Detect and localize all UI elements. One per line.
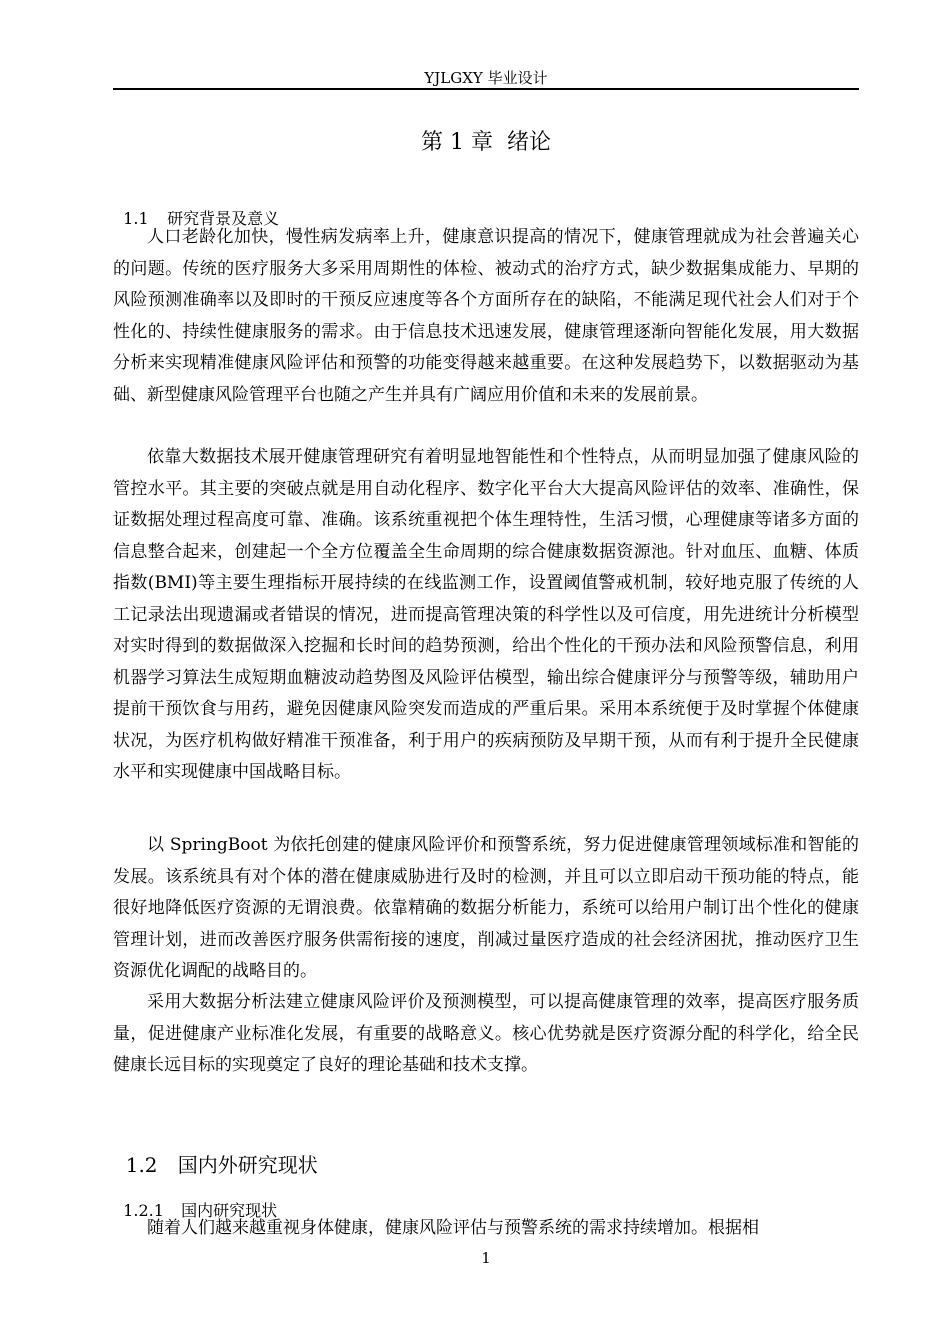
section-number: 1.1	[123, 209, 149, 228]
section-title: 国内外研究现状	[177, 1153, 318, 1177]
body-paragraph: 依靠大数据技术展开健康管理研究有着明显地智能性和个性特点，从而明显加强了健康风险的管控水平。其主要的突破点就是用自动化程序、数字化平台大大提高风险评估的效率、准确性，保证数据处理过程高度可靠、准确。该系统重视把个体生理特性，生活习惯，心理健康等诸多方面的信息整合起来，创建起一个全方位覆盖全生命周期的综合健康数据资源池。针对血压、血糖、体质指数(BMI)等主要生理指标开展持续的在线监测工作，设置阈值警戒机制，较好地克服了传统的人工记录法出现遗漏或者错误的情况，进而提高管理决策的科学性以及可信度，用先进统计分析模型对实时得到的数据做深入挖掘和长时间的趋势预测，给出个性化的干预办法和风险预警信息，利用机器学习算法生成短期血糖波动趋势图及风险评估模型，输出综合健康评分与预警等级，辅助用户提前干预饮食与用药，避免因健康风险突发而造成的严重后果。采用本系统便于及时掌握个体健康状况，为医疗机构做好精准干预准备，利于用户的疾病预防及早期干预，从而有利于提升全民健康水平和实现健康中国战略目标。	[113, 447, 859, 782]
chapter-title: 第 1 章 绪论	[421, 130, 551, 155]
body-paragraph: 人口老龄化加快，慢性病发病率上升，健康意识提高的情况下，健康管理就成为社会普遍关心的问题。传统的医疗服务大多采用周期性的体检、被动式的治疗方式，缺少数据集成能力、早期的风险预测准确率以及即时的干预反应速度等各个方面所存在的缺陷，不能满足现代社会人们对于个性化的、持续性健康服务的需求。由于信息技术迅速发展，健康管理逐渐向智能化发展，用大数据分析来实现精准健康风险评估和预警的功能变得越来越重要。在这种发展趋势下，以数据驱动为基础、新型健康风险管理平台也随之产生并具有广阔应用价值和未来的发展前景。	[113, 227, 859, 405]
body-paragraph: 采用大数据分析法建立健康风险评价及预测模型，可以提高健康管理的效率，提高医疗服务质量，促进健康产业标准化发展，有重要的战略意义。核心优势就是医疗资源分配的科学化，给全民健康长远目标的实现奠定了良好的理论基础和技术支撑。	[113, 992, 859, 1075]
page-header: YJLGXY 毕业设计	[424, 69, 548, 87]
section-title: 研究背景及意义	[167, 209, 280, 228]
section-number: 1.2.1	[123, 1201, 164, 1220]
section-heading-1-2	[113, 1120, 318, 1180]
body-paragraph: 随着人们越来越重视身体健康，健康风险评估与预警系统的需求持续增加。根据相	[147, 1218, 759, 1238]
body-paragraph: 以 SpringBoot 为依托创建的健康风险评价和预警系统，努力促进健康管理领域标准和智能的发展。该系统具有对个体的潜在健康威胁进行及时的检测，并且可以立即启动干预功能的特点，能很好地降低医疗资源的无谓浪费。依靠精确的数据分析能力，系统可以给用户制订出个性化的健康管理计划，进而改善医疗服务供需衔接的速度，削减过量医疗造成的社会经济困扰，推动医疗卫生资源优化调配的战略目的。	[113, 835, 859, 981]
section-title: 国内研究现状	[181, 1201, 278, 1220]
page-number: 1	[481, 1249, 491, 1267]
header-divider	[113, 88, 859, 90]
section-number: 1.2	[125, 1153, 158, 1177]
